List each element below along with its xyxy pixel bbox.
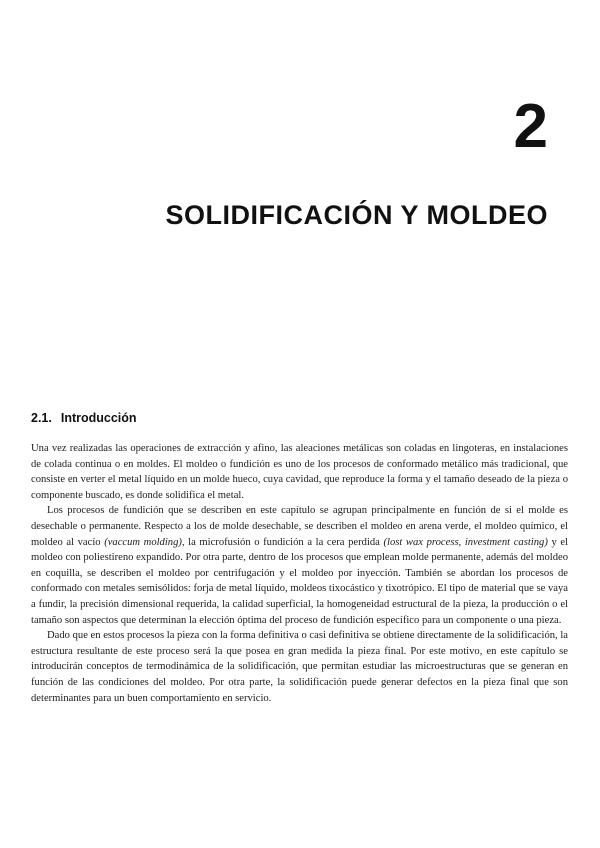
chapter-title: SOLIDIFICACIÓN Y MOLDEO — [165, 200, 548, 230]
paragraph-2-text-a: Los procesos de fundición que se describen en este capítulo se agrupan principalmente en función de si el molde es desechable o permanente. Respecto a los de molde desechable, se describen el moldeo en arena verde, el moldeo químico, el moldeo al vacío — [31, 505, 568, 548]
paragraph-3: Dado que en estos procesos la pieza con la forma definitiva o casi definitiva se obtiene directamente de la solidificación, la estructura resultante de este proceso será la que posea en gran medida la pieza final. Por este motivo, en este capítulo se introducirán conceptos de termodinámica de la solidificación, que permitan estudiar las microestructuras que se generan en función de las condiciones del moldeo. Por otra parte, la solidificación puede generar defectos en la pieza final que son determinantes para un buen comportamiento en servicio. — [31, 630, 568, 704]
section-title: Introducción — [60, 411, 137, 425]
section-heading — [31, 411, 137, 425]
paragraph-1: Una vez realizadas las operaciones de extracción y afino, las aleaciones metálicas son coladas en lingoteras, en instalaciones de colada continua o en moldes. El moldeo o fundición es uno de los procesos de conformado metálico más tradicional, que consiste en verter el metal líquido en un molde hueco, cuya cavidad, que reproduce la forma y el tamaño deseado de la pieza o componente buscado, es donde solidifica el metal. — [31, 443, 568, 501]
paragraph-2-emphasis-2: (lost wax process, investment casting) — [383, 536, 548, 548]
section-number: 2.1. — [31, 411, 52, 425]
body-text — [31, 441, 568, 706]
paragraph-2-text-c: y el moldeo con poliestireno expandido. Por otra parte, dentro de los procesos que emplean molde permanente, además del moldeo en coquilla, se describen el moldeo por centrifugación y el moldeo por inyección. También se abordan los procesos de conformado con metales semisólidos: forja de metal líquido, moldeos tixocástico y tixotrópico. El tipo de material que se vaya a fundir, la precisión dimensional requerida, la calidad superficial, la homogeneidad estructural de la pieza, la producción o el tamaño son aspectos que determinan la elección óptima del proceso de fundición específico para un componente o una pieza. — [31, 536, 569, 626]
paragraph-2-text-b: , la microfusión o fundición a la cera perdida — [181, 536, 384, 548]
paragraph-2 — [31, 503, 568, 628]
chapter-number: 2 — [513, 92, 548, 161]
paragraph-2-emphasis-1: (vaccum molding) — [104, 536, 182, 548]
